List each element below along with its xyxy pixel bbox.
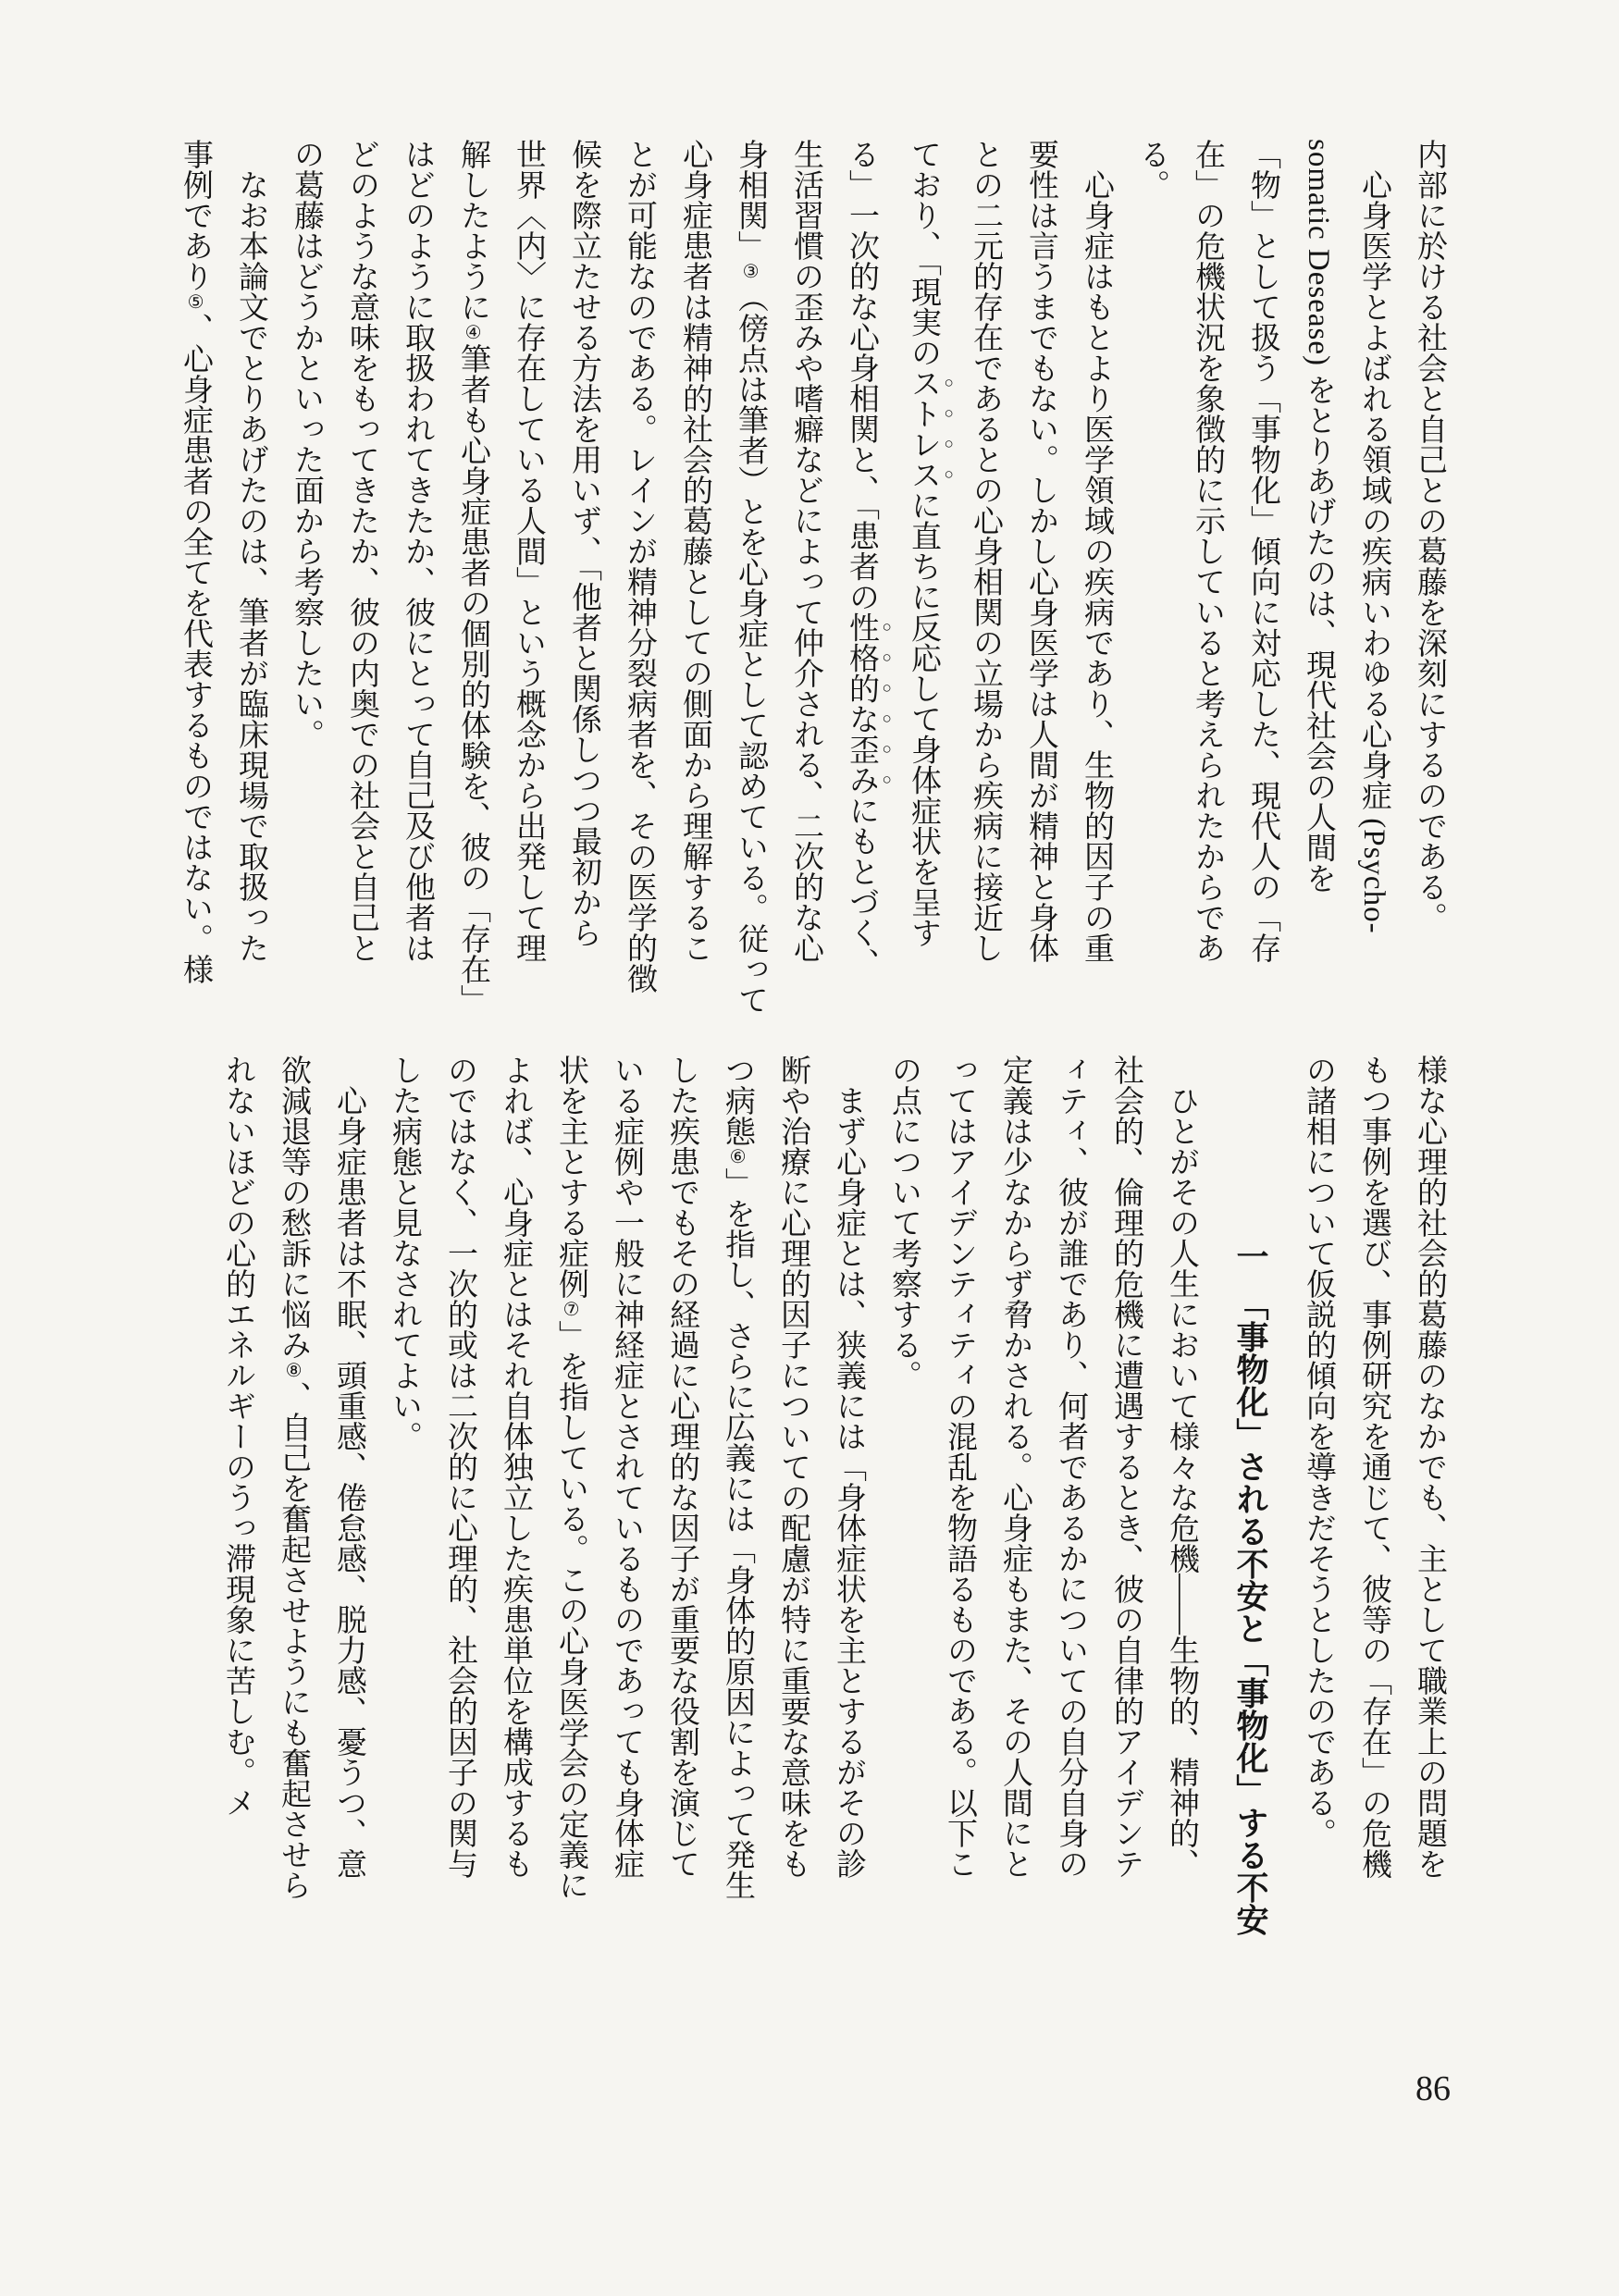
text-column	[556, 139, 612, 1041]
text-run: 断や治療に心理的因子についての配慮が特に重要な意味をも	[776, 1055, 810, 1879]
text-run: （傍点は筆者）とを心身症として認めている。従って	[734, 282, 767, 1015]
text-column	[278, 139, 334, 1041]
text-run: 状を主とする症例	[554, 1055, 587, 1299]
text-column	[1235, 139, 1291, 1041]
bottom-text-block	[210, 1055, 1457, 2063]
emphasized-text: 性格的な歪み	[845, 611, 878, 796]
text-column	[1291, 139, 1346, 1041]
text-run: ており、「現実の	[907, 139, 940, 368]
text-run: いる症例や一般に神経症とされているものであっても身体症	[610, 1055, 643, 1879]
text-column	[334, 139, 389, 1041]
text-run: にもとづく、	[845, 795, 878, 979]
text-column	[932, 1055, 987, 2063]
text-run: 筆者も心身症患者の個別的体験を、彼の「存在」	[456, 343, 489, 1015]
text-column	[1013, 139, 1069, 1041]
text-run: 心身症はもとより医学領域の疾病であり、生物的因子の重	[1080, 169, 1113, 963]
text-run: とが可能なのである。レインが精神分裂病者を、その医学的徴	[623, 139, 656, 994]
text-column	[896, 139, 958, 1041]
text-run: 候を際立たせる方法を用いず、「他者と関係しつつ最初から	[567, 139, 600, 948]
text-run: 事例であり	[179, 139, 212, 291]
text-column	[1154, 1055, 1209, 2063]
text-run: をとりあげたのは、現代社会の人間を	[1302, 366, 1335, 894]
text-column	[834, 139, 896, 1041]
text-column	[1069, 139, 1124, 1041]
text-column	[778, 139, 834, 1041]
text-column	[612, 139, 667, 1041]
text-run: 身相関」	[734, 139, 767, 261]
text-run: 」を指している。この心身医学会の定義に	[554, 1320, 587, 1900]
emphasized-text: ストレス	[907, 367, 940, 490]
text-run: に直ちに反応して身体症状を呈す	[907, 489, 940, 948]
text-column	[654, 1055, 710, 2063]
text-run: まず心身症とは、狭義には「身体症状を主とするがその診	[832, 1085, 865, 1879]
text-column	[1402, 139, 1457, 1041]
text-column	[987, 1055, 1043, 2063]
text-column	[1346, 1055, 1402, 2063]
text-column	[321, 1055, 377, 2063]
text-run: ィティ、彼が誰であり、何者であるかについての自分自身の	[1054, 1055, 1087, 1879]
text-run: 心身医学とよばれる領域の疾病いわゆる心身症	[1357, 169, 1390, 819]
text-run: どのような意味をもってきたか、彼の内奥での社会と自己と	[345, 139, 378, 963]
text-run: ひとがその人生において様々な危機——生物的、精神的、	[1165, 1085, 1198, 1879]
text-column	[432, 1055, 488, 2063]
text-column	[765, 1055, 821, 2063]
text-run: (Psycho-	[1357, 818, 1390, 934]
footnote-marker: ⑤	[185, 291, 205, 313]
text-run: の葛藤はどうかといった面から考察したい。	[290, 139, 323, 749]
top-text-block	[167, 139, 1457, 1041]
text-column	[710, 1055, 765, 2063]
footnote-marker: ⑦	[561, 1299, 581, 1320]
text-run: なお本論文でとりあげたのは、筆者が臨床現場で取扱った	[234, 169, 267, 963]
text-run: 、自己を奮起させようにも奮起させら	[277, 1381, 310, 1900]
text-run: 心身症患者は不眠、頭重感、倦怠感、脱力感、憂うつ、意	[332, 1085, 365, 1879]
section-heading	[1222, 1055, 1278, 2063]
text-run: somatic Desease)	[1302, 139, 1335, 366]
text-column	[1291, 1055, 1346, 2063]
text-column	[1043, 1055, 1098, 2063]
page-number: 86	[1415, 2069, 1451, 2108]
text-run: る。	[1135, 139, 1168, 200]
text-run: れないほどの心的エネルギーのうっ滞現象に苦しむ。メ	[221, 1055, 254, 1818]
text-run: 一 「事物化」される不安と「事物化」する不安	[1232, 1240, 1268, 1936]
text-run: 、心身症患者の全てを代表するものではない。様	[179, 313, 212, 984]
text-run: 社会的、倫理的危機に遭遇するとき、彼の自律的アイデンテ	[1109, 1055, 1143, 1879]
footnote-marker: ④	[463, 322, 483, 343]
footnote-marker: ③	[740, 261, 760, 282]
text-run: 様な心理的社会的葛藤のなかでも、主として職業上の問題を	[1413, 1055, 1446, 1879]
text-column	[1124, 139, 1180, 1041]
text-column	[445, 139, 501, 1041]
text-run: 内部に於ける社会と自己との葛藤を深刻にするのである。	[1413, 139, 1446, 932]
text-column	[821, 1055, 876, 2063]
text-run: ってはアイデンティティの混乱を物語るものである。以下こ	[943, 1055, 976, 1879]
text-run: よれば、心身症とはそれ自体独立した疾患単位を構成するも	[499, 1055, 532, 1879]
text-run: 心身症患者は精神的社会的葛藤としての側面から理解するこ	[678, 139, 711, 963]
text-run: 定義は少なからず脅かされる。心身症もまた、その人間にと	[998, 1055, 1032, 1879]
text-column	[501, 139, 556, 1041]
text-run: 「物」として扱う「事物化」傾向に対応した、現代人の「存	[1246, 139, 1279, 963]
text-run: の点について考察する。	[887, 1055, 921, 1390]
text-column	[958, 139, 1013, 1041]
text-run: る」一次的な心身相関と、「患者の	[845, 139, 878, 612]
text-column	[389, 139, 445, 1041]
text-run: 生活習慣の歪みや嗜癖などによって仲介される、二次的な心	[789, 139, 822, 963]
text-column	[1346, 139, 1402, 1041]
text-run: はどのように取扱われてきたか、彼にとって自己及び他者は	[401, 139, 434, 963]
text-run: 解したように	[456, 139, 489, 322]
footnote-marker: ⑧	[283, 1360, 303, 1381]
text-column	[876, 1055, 932, 2063]
text-run: した疾患でもその経過に心理的な因子が重要な役割を演じて	[665, 1055, 698, 1879]
text-run: した病態と見なされてよい。	[388, 1055, 421, 1451]
footnote-marker: ⑥	[727, 1146, 748, 1167]
text-column	[266, 1055, 321, 2063]
text-run: 要性は言うまでもない。しかし心身医学は人間が精神と身体	[1024, 139, 1057, 963]
text-run: もつ事例を選び、事例研究を通じて、彼等の「存在」の危機	[1357, 1055, 1390, 1879]
text-column	[210, 1055, 266, 2063]
text-column	[543, 1055, 599, 2063]
text-run: との二元的存在であるとの心身相関の立場から疾病に接近し	[969, 139, 1002, 963]
text-column	[488, 1055, 543, 2063]
text-column	[723, 139, 778, 1041]
text-column	[1402, 1055, 1457, 2063]
text-column	[223, 139, 278, 1041]
text-run: 世界〈内〉に存在している人間」という概念から出発して理	[512, 139, 545, 963]
text-column	[599, 1055, 654, 2063]
text-column	[1098, 1055, 1154, 2063]
text-column	[667, 139, 723, 1041]
text-run: 欲減退等の愁訴に悩み	[277, 1055, 310, 1360]
text-column	[167, 139, 223, 1041]
text-column	[1180, 139, 1235, 1041]
text-run: の諸相について仮説的傾向を導きだそうとしたのである。	[1302, 1055, 1335, 1848]
text-run: つ病態	[721, 1055, 754, 1146]
text-run: 」を指し、さらに広義には「身体的原因によって発生	[721, 1167, 754, 1900]
text-column	[377, 1055, 432, 2063]
text-run: のではなく、一次的或は二次的に心理的、社会的因子の関与	[443, 1055, 476, 1879]
text-run: 在」の危機状況を象徴的に示していると考えられたからであ	[1191, 139, 1224, 963]
